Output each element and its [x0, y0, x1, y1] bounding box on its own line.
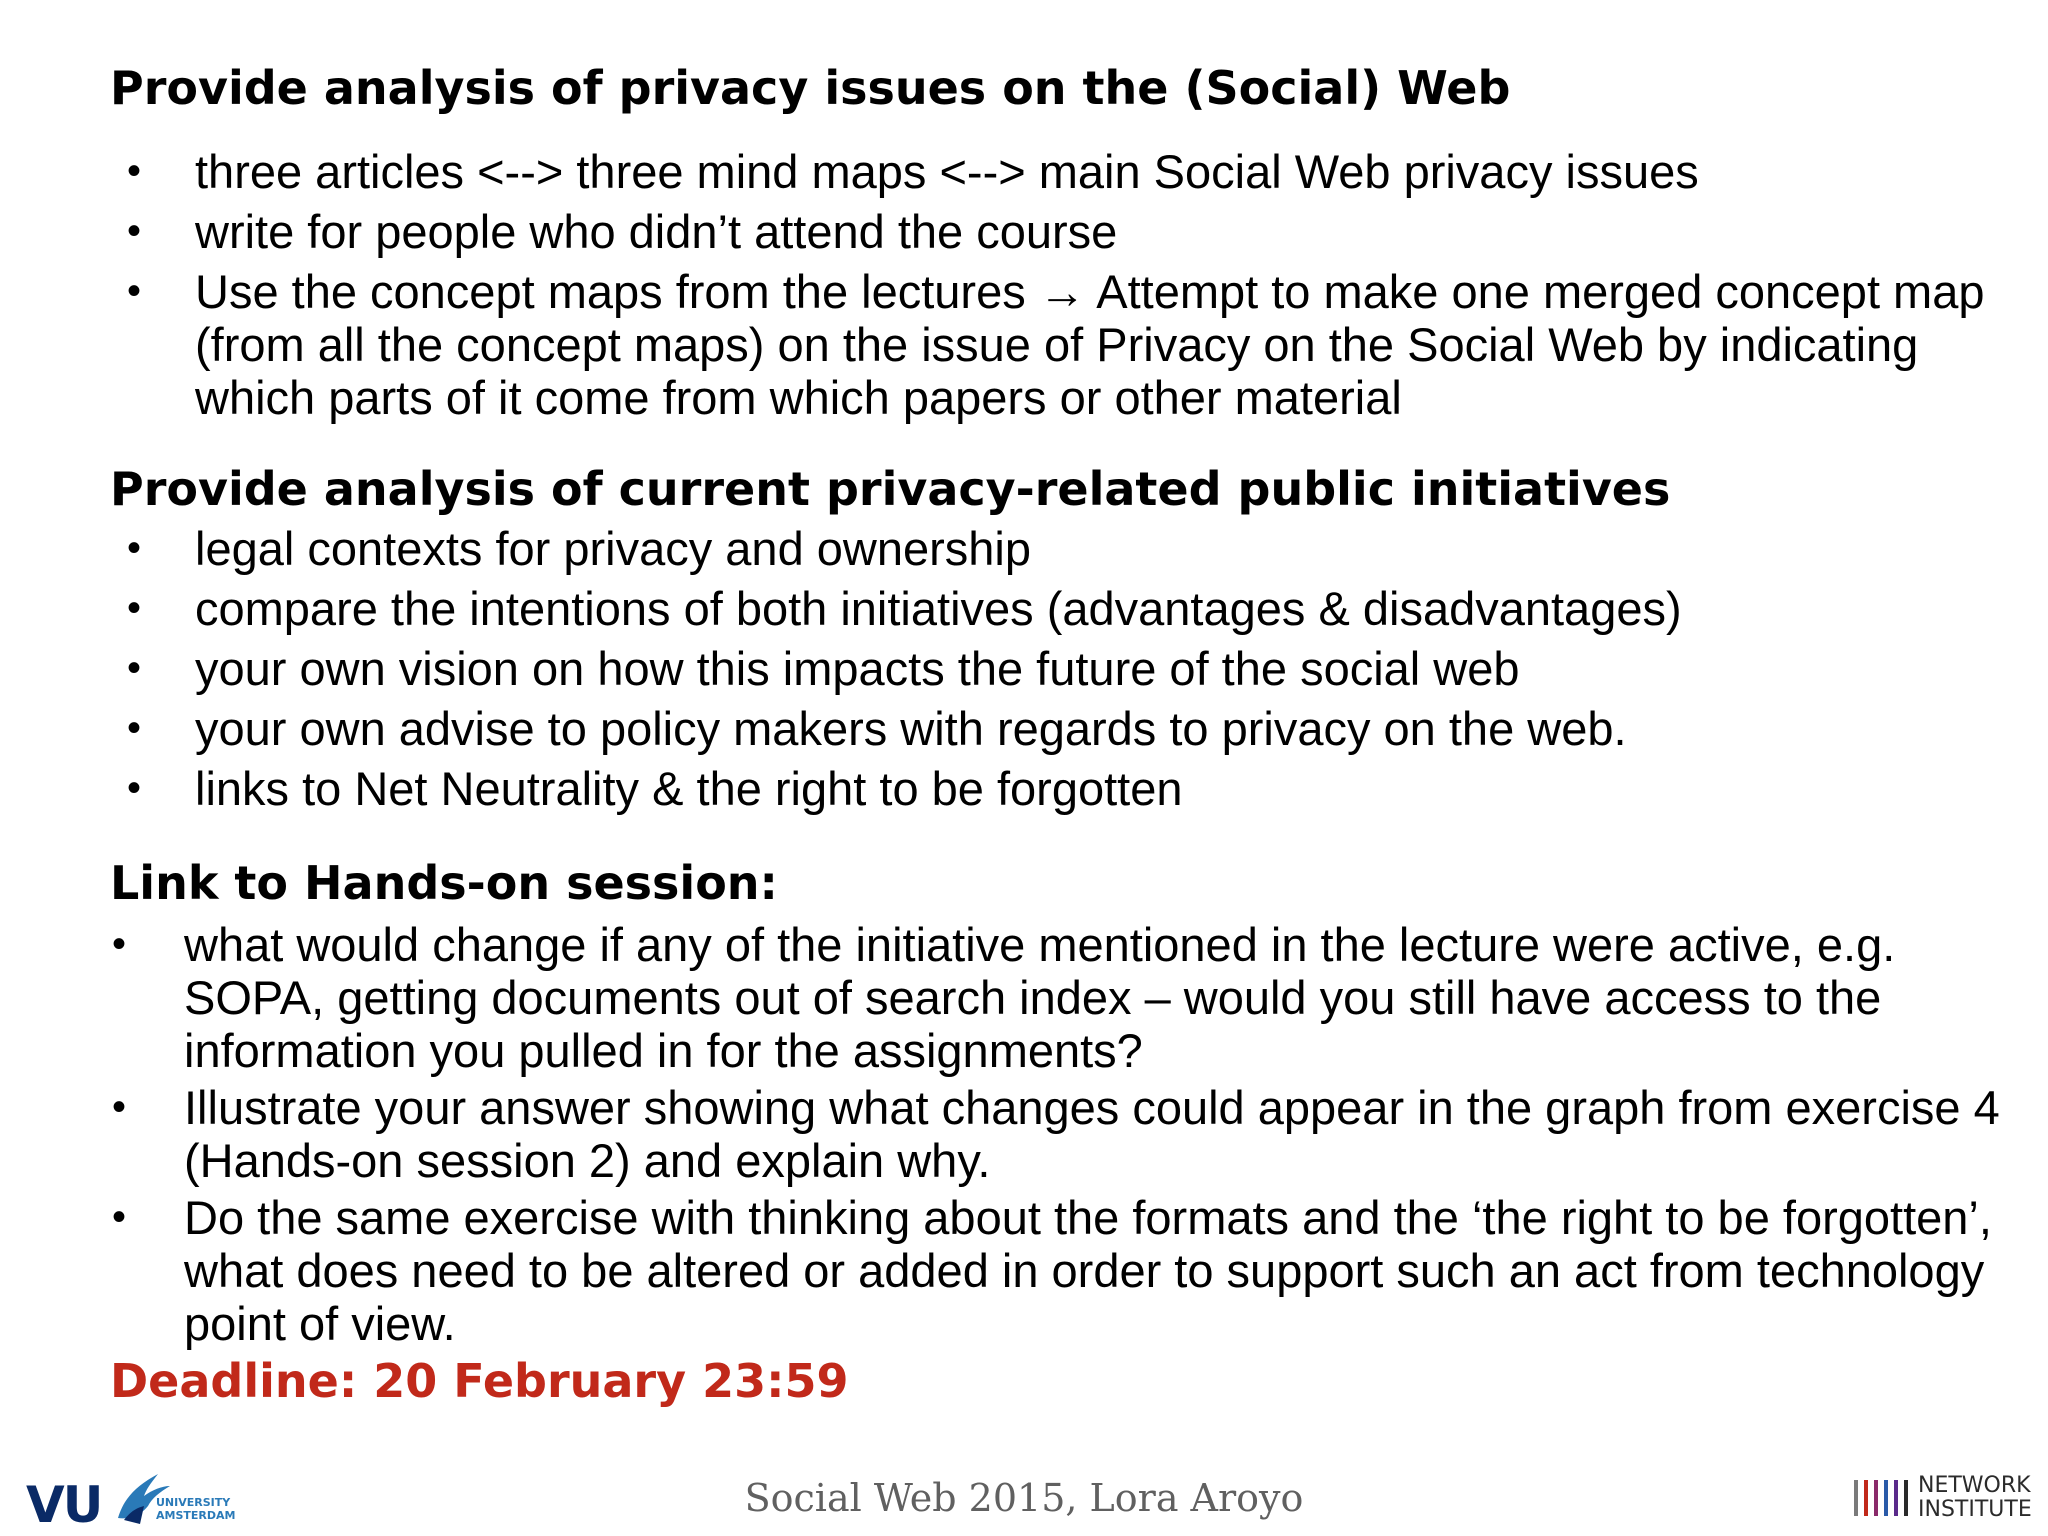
- vu-logo-subtitle: UNIVERSITY AMSTERDAM: [156, 1496, 236, 1522]
- bullet-icon: •: [127, 269, 142, 313]
- bullet-icon: •: [127, 149, 142, 193]
- list-item: • compare the intentions of both initiatives (advantages & disadvantages): [127, 582, 1682, 635]
- vu-logo-letters: VU: [26, 1476, 102, 1534]
- list-item: • write for people who didn’t attend the course: [127, 205, 1118, 258]
- bullet-list-hands-on: [112, 918, 2014, 1354]
- list-item: • Illustrate your answer showing what changes could appear in the graph from exercise 4 (Hands-on session 2) and explain why.: [112, 1081, 2000, 1187]
- bullet-icon: •: [127, 586, 142, 630]
- list-item: • what would change if any of the initiative mentioned in the lecture were active, e.g. SOPA, getting documents out of search index – would you still have access to the information you pulled in for the assignments?: [112, 918, 1896, 1077]
- bullet-list-privacy-issues: [127, 145, 1995, 431]
- network-institute-logo: [1852, 1472, 2042, 1528]
- bullet-icon: •: [112, 1195, 127, 1239]
- list-item: • Use the concept maps from the lectures → Attempt to make one merged concept map (from all the concept maps) on the issue of Privacy on the Social Web by indicating which parts of it come from which papers or other material: [127, 265, 1985, 424]
- bullet-icon: •: [112, 922, 127, 966]
- footer-credit: Social Web 2015, Lora Aroyo: [744, 1476, 1304, 1520]
- list-item: • Do the same exercise with thinking about the formats and the ‘the right to be forgotten’, what does need to be altered or added in order to support such an act from technology point of view.: [112, 1191, 1992, 1350]
- bars-icon: [1852, 1476, 1912, 1520]
- list-item: • your own advise to policy makers with regards to privacy on the web.: [127, 702, 1627, 755]
- section-heading-public-initiatives: Provide analysis of current privacy-related public initiatives: [110, 462, 1671, 516]
- bullet-icon: •: [127, 646, 142, 690]
- bullet-icon: •: [127, 706, 142, 750]
- list-item: • your own vision on how this impacts the future of the social web: [127, 642, 1520, 695]
- network-institute-text: NETWORK INSTITUTE: [1918, 1473, 2032, 1522]
- bullet-icon: •: [127, 766, 142, 810]
- bullet-list-public-initiatives: [127, 522, 1995, 822]
- section-heading-hands-on: Link to Hands-on session:: [110, 856, 778, 910]
- list-item: • legal contexts for privacy and ownership: [127, 522, 1031, 575]
- bullet-icon: •: [127, 209, 142, 253]
- bullet-icon: •: [112, 1085, 127, 1129]
- list-item: • three articles <--> three mind maps <--> main Social Web privacy issues: [127, 145, 1699, 198]
- section-heading-privacy-issues: Provide analysis of privacy issues on the (Social) Web: [110, 61, 1511, 115]
- bullet-icon: •: [127, 526, 142, 570]
- list-item: • links to Net Neutrality & the right to be forgotten: [127, 762, 1183, 815]
- deadline-text: Deadline: 20 February 23:59: [110, 1354, 849, 1408]
